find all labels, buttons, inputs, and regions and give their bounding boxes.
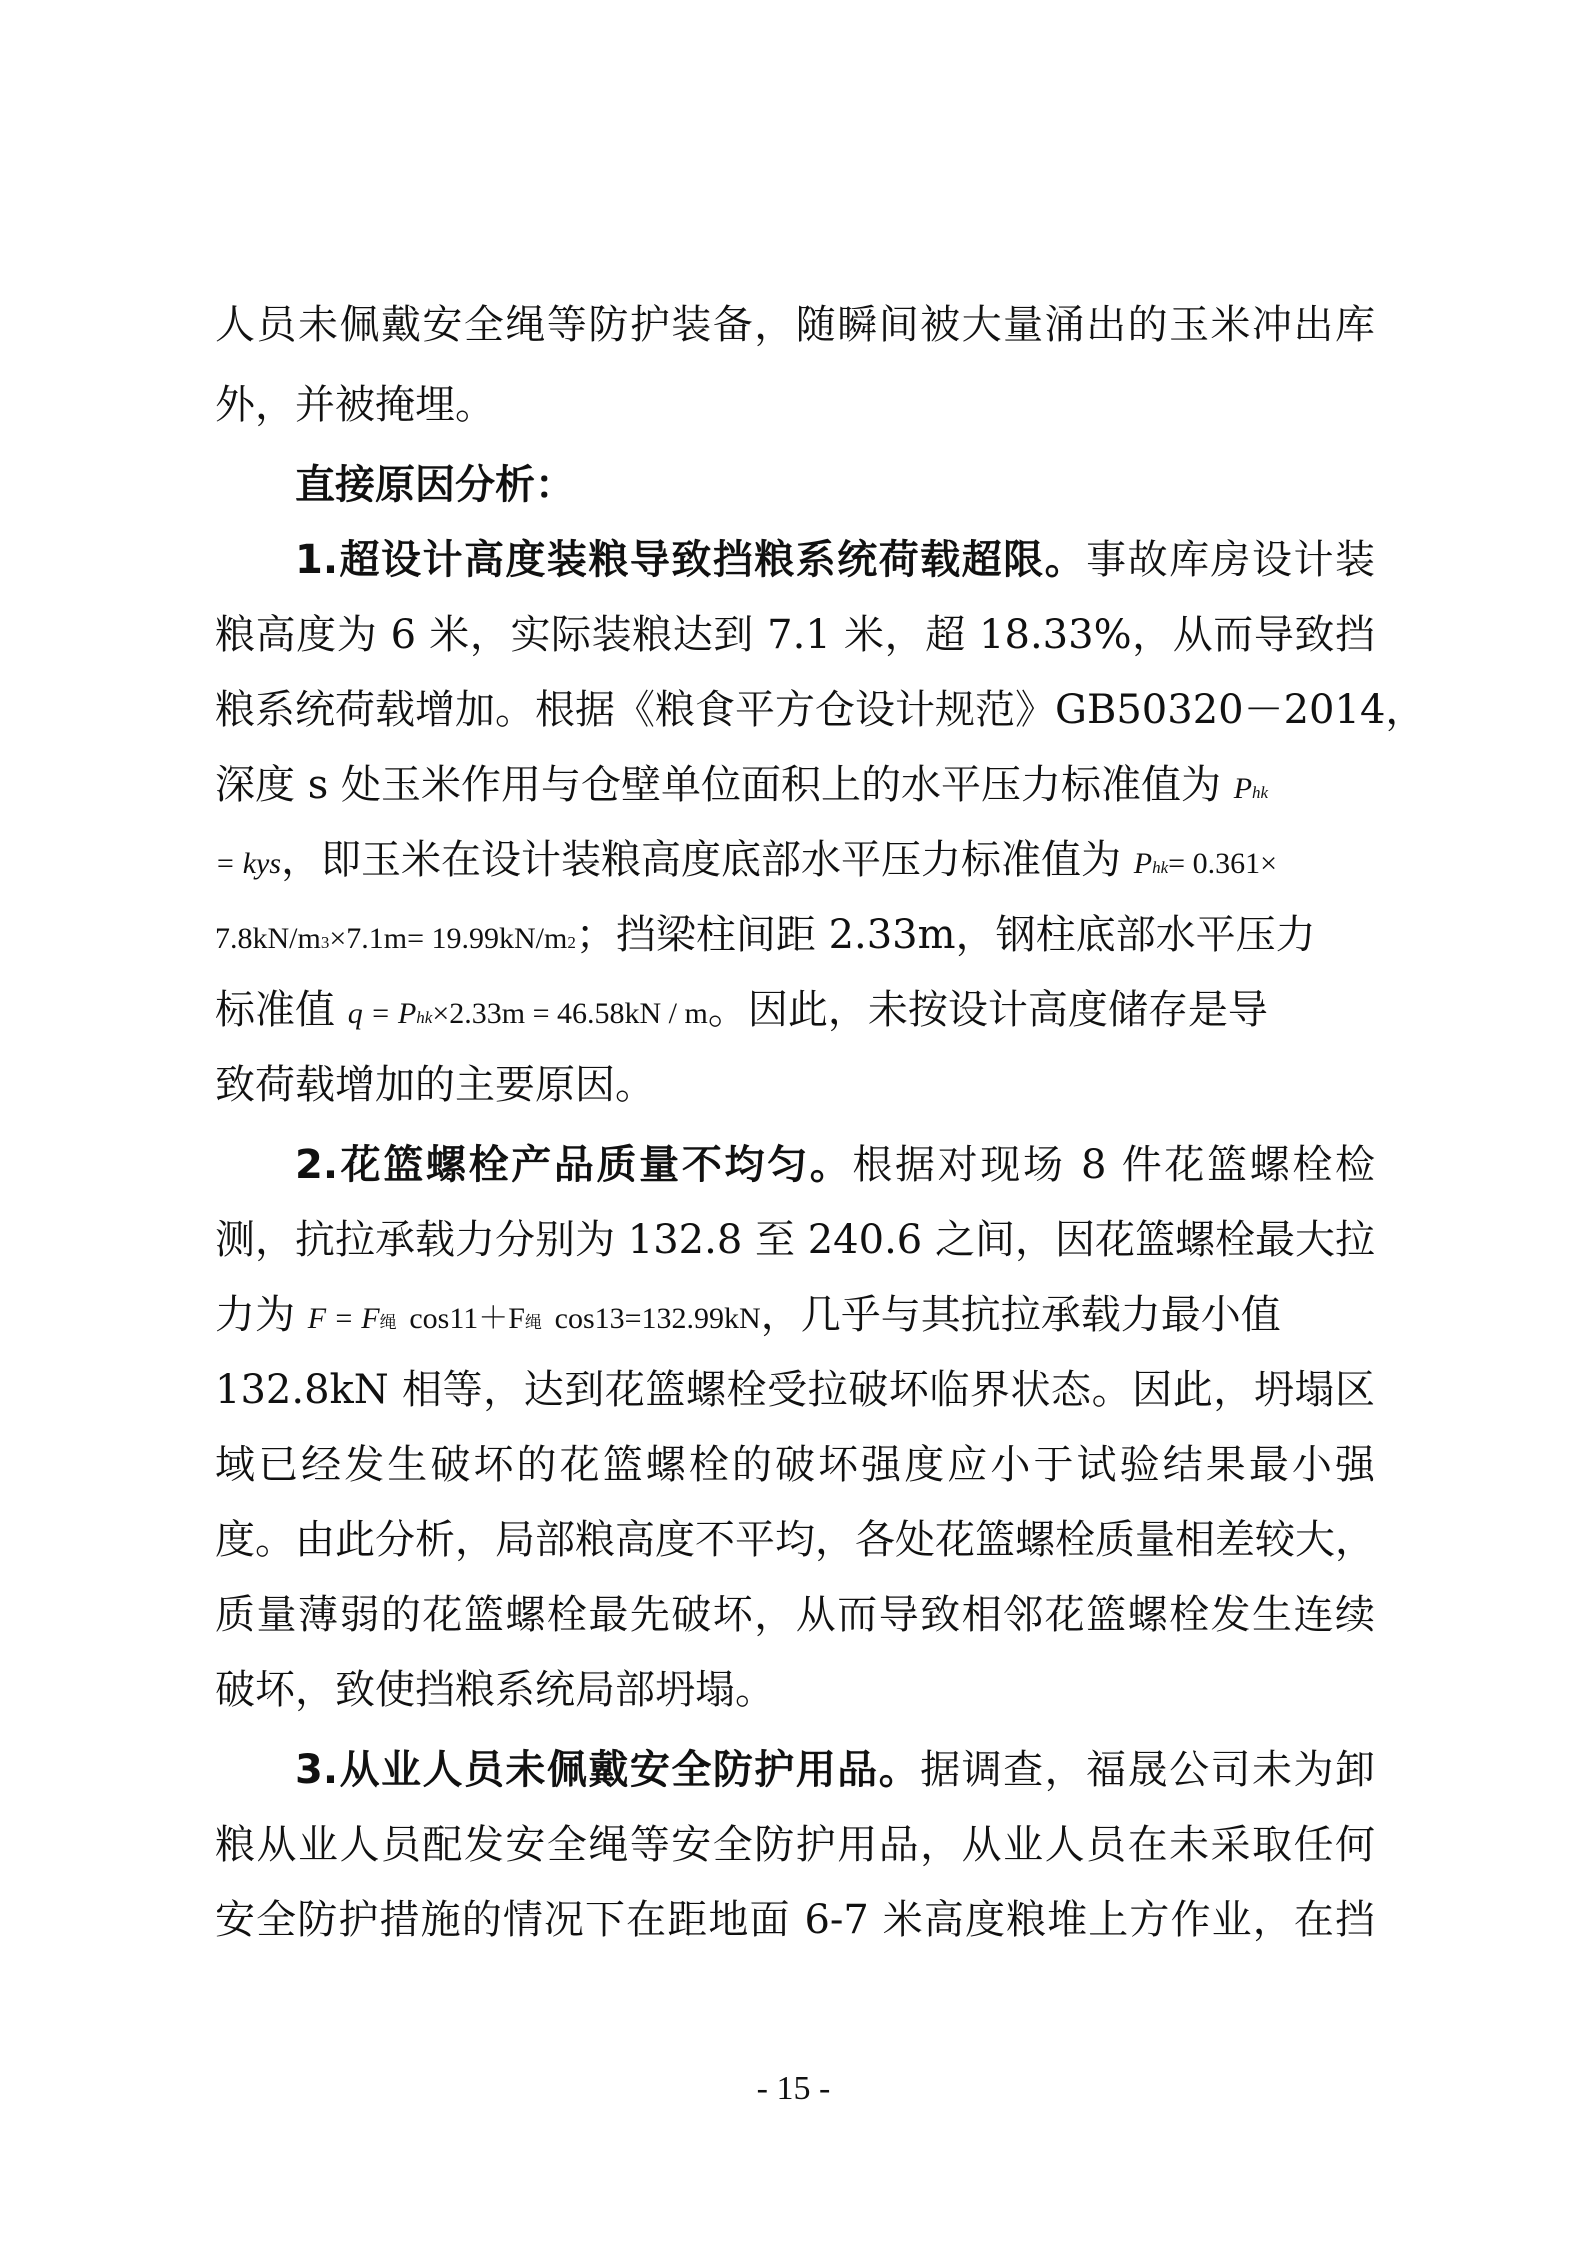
formula: = 0.361× xyxy=(1168,847,1277,880)
formula: ×7.1m= 19.99kN/m xyxy=(329,922,568,955)
paragraph-line: 132.8kN 相等，达到花篮螺栓受拉破坏临界状态。因此，坍塌区 xyxy=(215,1367,1375,1413)
text-run: ，几乎与其抗拉承载力最小值 xyxy=(760,1292,1281,1338)
formula-subscript: 3 xyxy=(320,933,330,952)
text-run: ；挡梁柱间距 2.33m，钢柱底部水平压力 xyxy=(575,912,1316,958)
paragraph-line: 粮高度为 6 米，实际装粮达到 7.1 米，超 18.33%，从而导致挡 xyxy=(215,612,1375,658)
section-heading: 直接原因分析： xyxy=(295,462,575,508)
formula: cos13=132.99kN xyxy=(554,1302,761,1335)
formula-subscript: hk xyxy=(1152,858,1169,877)
formula: q = P xyxy=(347,997,417,1030)
formula: = kys xyxy=(215,847,282,880)
formula-symbol: P xyxy=(1133,847,1153,880)
item-heading: 3.从业人员未佩戴安全防护用品。 xyxy=(295,1747,921,1793)
paragraph-line: 测，抗拉承载力分别为 132.8 至 240.6 之间，因花篮螺栓最大拉 xyxy=(215,1217,1375,1263)
paragraph-line xyxy=(295,1740,1375,1800)
paragraph-line: 质量薄弱的花篮螺栓最先破坏，从而导致相邻花篮螺栓发生连续 xyxy=(215,1592,1375,1638)
page-number: - 15 - xyxy=(756,2070,831,2107)
formula: cos11＋F xyxy=(409,1302,525,1335)
paragraph-line xyxy=(215,830,1375,890)
paragraph-line: 外，并被掩埋。 xyxy=(215,382,495,428)
paragraph-line: 粮系统荷载增加。根据《粮食平方仓设计规范》GB50320－2014， xyxy=(215,687,1426,733)
paragraph-line xyxy=(295,1135,1375,1195)
formula-subscript: 绳 xyxy=(379,1313,397,1333)
formula: F = F xyxy=(307,1302,380,1335)
paragraph-line: 致荷载增加的主要原因。 xyxy=(215,1062,655,1108)
paragraph-line xyxy=(215,755,1375,815)
paragraph-line: 安全防护措施的情况下在距地面 6-7 米高度粮堆上方作业，在挡 xyxy=(215,1897,1375,1943)
paragraph-line xyxy=(215,905,1375,965)
text-run: 标准值 xyxy=(215,987,335,1033)
paragraph-line xyxy=(215,980,1375,1040)
formula-symbol: P xyxy=(1233,772,1253,805)
paragraph-line: 度。由此分析，局部粮高度不平均，各处花篮螺栓质量相差较大， xyxy=(215,1517,1375,1563)
paragraph-line xyxy=(215,1285,1375,1345)
text-run: 。因此，未按设计高度储存是导 xyxy=(707,987,1268,1033)
text-run: 根据对现场 8 件花篮螺栓检 xyxy=(852,1142,1375,1188)
text-run: ，即玉米在设计装粮高度底部水平压力标准值为 xyxy=(281,837,1122,883)
paragraph-line: 域已经发生破坏的花篮螺栓的破坏强度应小于试验结果最小强 xyxy=(215,1442,1375,1488)
text-run: 据调查，福晟公司未为卸 xyxy=(920,1747,1376,1793)
paragraph-line: 破坏，致使挡粮系统局部坍塌。 xyxy=(215,1667,775,1713)
formula-subscript: 2 xyxy=(567,933,576,952)
text-run: 力为 xyxy=(215,1292,295,1338)
formula: ×2.33m = 46.58kN / m xyxy=(432,997,708,1030)
formula-subscript: 绳 xyxy=(524,1313,542,1333)
paragraph-line: 粮从业人员配发安全绳等安全防护用品，从业人员在未采取任何 xyxy=(215,1822,1375,1868)
paragraph-line xyxy=(295,530,1375,590)
formula-subscript: hk xyxy=(1252,783,1269,802)
item-heading: 1.超设计高度装粮导致挡粮系统荷载超限。 xyxy=(295,537,1087,583)
text-run: 事故库房设计装 xyxy=(1086,537,1375,583)
paragraph-line: 人员未佩戴安全绳等防护装备，随瞬间被大量涌出的玉米冲出库 xyxy=(215,302,1375,348)
formula: 7.8kN/m xyxy=(215,922,321,955)
formula-subscript: hk xyxy=(416,1008,433,1027)
item-heading: 2.花篮螺栓产品质量不均匀。 xyxy=(295,1142,853,1188)
text-run: 深度 s 处玉米作用与仓壁单位面积上的水平压力标准值为 xyxy=(215,762,1221,808)
